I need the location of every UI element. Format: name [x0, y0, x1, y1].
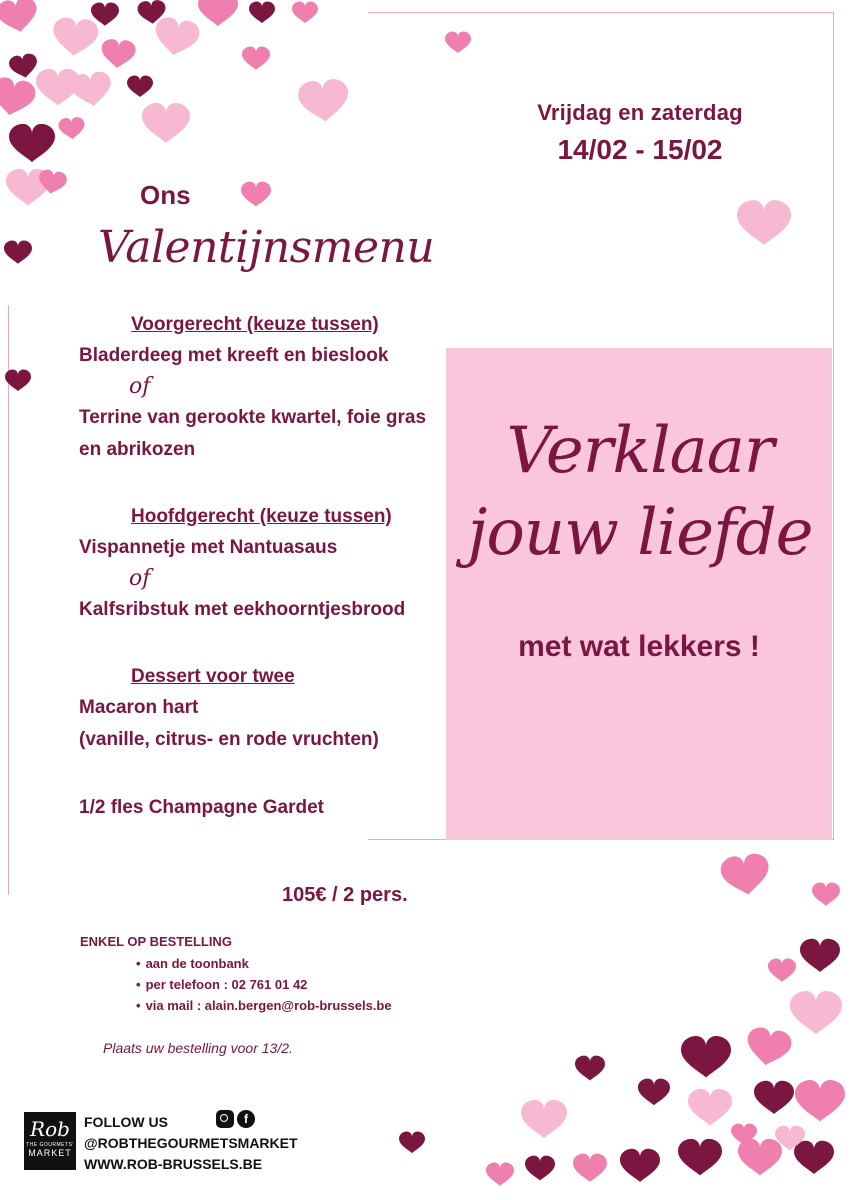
heart-icon — [445, 32, 471, 54]
heart-icon — [297, 78, 350, 124]
dessert-flavours: (vanille, citrus- en rode vruchten) — [79, 729, 379, 750]
heart-icon — [51, 17, 99, 58]
tagline-sub: met wat lekkers ! — [518, 630, 760, 663]
main-heading: Hoofdgerecht (keuze tussen) — [131, 506, 392, 527]
wine-item: 1/2 fles Champagne Gardet — [79, 797, 324, 818]
dessert-item: Macaron hart — [79, 697, 199, 718]
date-block — [520, 100, 760, 166]
order-method-counter: • aan de toonbank — [136, 953, 392, 974]
heart-icon — [486, 1163, 514, 1186]
heart-icon — [100, 38, 136, 69]
instagram-icon[interactable] — [216, 1110, 234, 1128]
main-option-2: Kalfsribstuk met eekhoorntjesbrood — [79, 599, 406, 620]
heart-icon — [241, 182, 271, 207]
dessert-heading: Dessert voor twee — [131, 666, 295, 687]
menu-list — [79, 310, 439, 824]
heart-icon — [91, 3, 119, 26]
heart-icon — [573, 1154, 607, 1182]
heart-icon — [800, 939, 840, 972]
date-range: 14/02 - 15/02 — [557, 134, 723, 165]
tagline-line-1: Verklaar — [506, 414, 774, 488]
order-deadline: Plaats uw bestelling voor 13/2. — [103, 1040, 293, 1056]
heart-icon — [0, 75, 37, 119]
heart-icon — [795, 1080, 845, 1122]
heart-icon — [575, 1056, 605, 1081]
starter-option-2: Terrine van gerookte kwartel, foie gras — [79, 407, 427, 428]
heart-icon — [620, 1149, 660, 1182]
heart-icon — [681, 1036, 731, 1078]
heart-icon — [521, 1100, 567, 1138]
heart-icon — [638, 1079, 670, 1106]
heart-icon — [737, 200, 791, 245]
heart-icon — [58, 116, 86, 140]
heart-icon — [142, 103, 190, 143]
heart-icon — [678, 1139, 722, 1176]
instagram-handle[interactable]: @ROBTHEGOURMETSMARKET — [84, 1135, 298, 1151]
heart-icon — [794, 1141, 834, 1174]
order-method-phone: • per telefoon : 02 761 01 42 — [136, 974, 392, 995]
heart-icon — [719, 852, 772, 898]
tagline-line-2: jouw liefde — [467, 496, 813, 570]
heart-icon — [8, 52, 40, 80]
order-methods — [80, 953, 392, 1016]
heart-icon — [768, 959, 796, 982]
starter-option-2-cont: en abrikozen — [79, 439, 196, 460]
or-separator: of — [129, 566, 151, 591]
heart-icon — [744, 1025, 794, 1069]
logo-wordmark: Rob — [30, 1117, 70, 1141]
starter-heading: Voorgerecht (keuze tussen) — [131, 314, 379, 335]
days-text: Vrijdag en zaterdag — [537, 100, 743, 125]
heart-icon — [754, 1081, 794, 1114]
logo-subtitle: THE GOURMETS' — [26, 1142, 74, 1148]
heart-icon — [812, 883, 840, 906]
heart-icon — [688, 1089, 732, 1126]
heart-icon — [152, 15, 202, 59]
logo-market: MARKET — [28, 1148, 72, 1158]
tagline-script — [440, 410, 840, 574]
menu-heading-script: Valentijnsmenu — [98, 222, 435, 273]
website-link[interactable]: WWW.ROB-BRUSSELS.BE — [84, 1156, 263, 1172]
order-info — [80, 934, 392, 1016]
heart-icon — [242, 47, 270, 70]
or-separator: of — [129, 374, 151, 399]
starter-option-1: Bladerdeeg met kreeft en bieslook — [79, 345, 389, 366]
heart-icon — [790, 991, 842, 1034]
heart-icon — [4, 241, 32, 264]
rob-logo — [24, 1112, 76, 1170]
social-icons — [216, 1110, 255, 1128]
heart-icon — [9, 124, 55, 162]
heart-icon — [198, 0, 238, 26]
heart-icon — [0, 0, 40, 35]
order-method-mail: • via mail : alain.bergen@rob-brussels.be — [136, 995, 392, 1016]
menu-heading-small: Ons — [140, 180, 191, 210]
follow-label: FOLLOW US — [84, 1114, 168, 1130]
social-footer — [84, 1112, 298, 1175]
menu-price: 105€ / 2 pers. — [282, 884, 408, 906]
heart-icon — [249, 2, 275, 24]
heart-icon — [5, 370, 31, 392]
heart-icon — [399, 1132, 425, 1154]
heart-icon — [525, 1156, 555, 1181]
main-option-1: Vispannetje met Nantuasaus — [79, 537, 338, 558]
facebook-icon[interactable]: f — [237, 1110, 255, 1128]
heart-icon — [127, 76, 153, 98]
heart-icon — [292, 2, 318, 24]
order-title: ENKEL OP BESTELLING — [80, 934, 232, 949]
